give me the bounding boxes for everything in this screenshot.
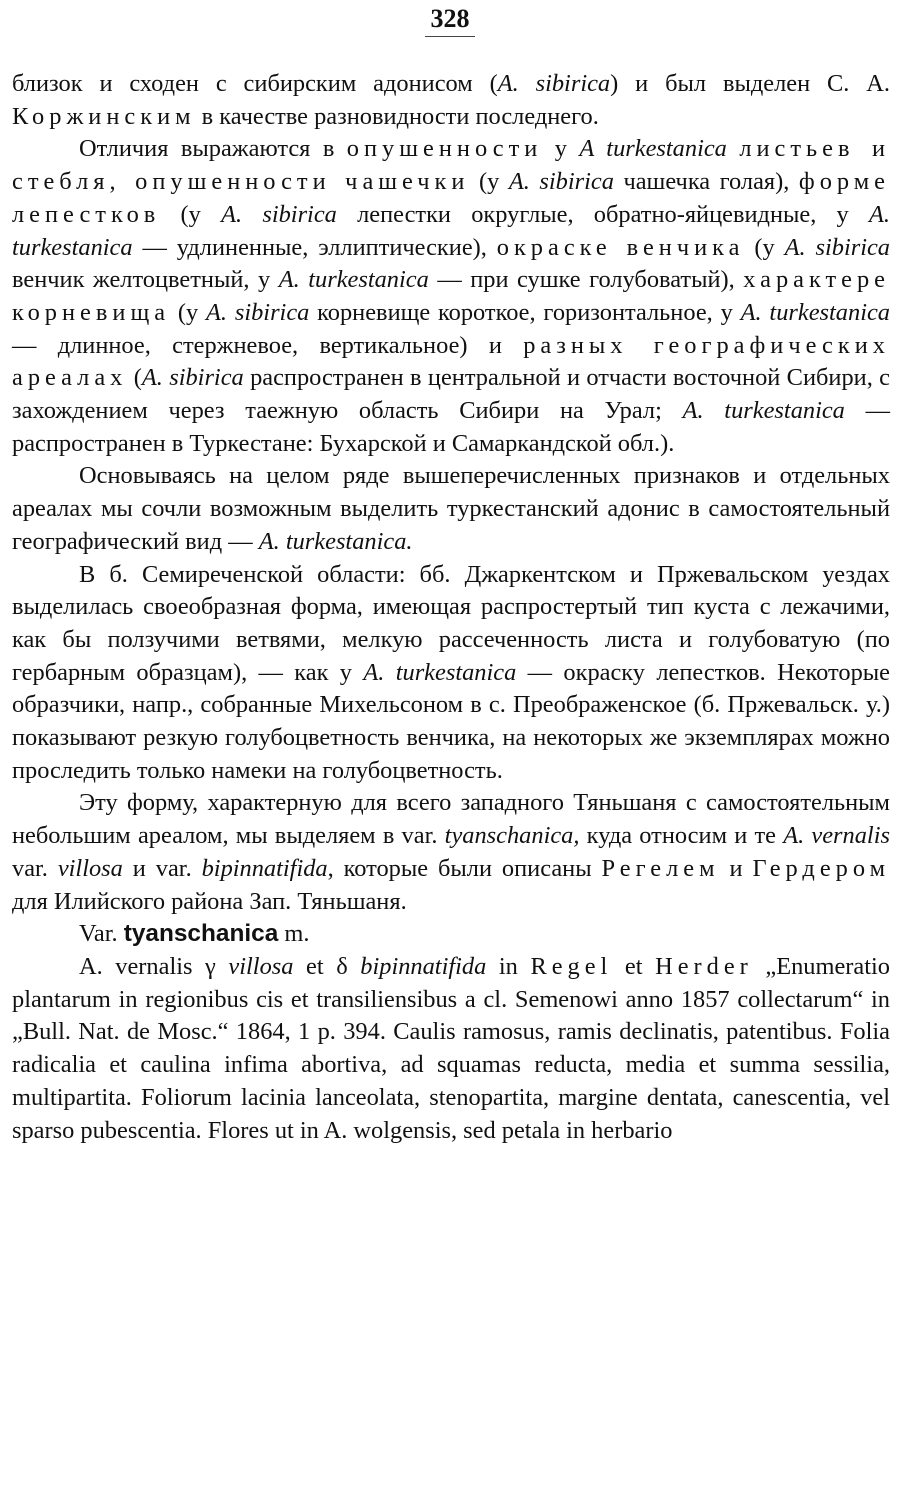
- italic-text: tyanschanica,: [444, 822, 580, 850]
- spaced-text: разных географических ареалах: [12, 331, 890, 392]
- text-run: ) и был выделен С. А.: [610, 70, 890, 97]
- italic-text: A. sibirica: [497, 70, 611, 97]
- text-run: et δ: [293, 952, 361, 980]
- paragraph: [12, 133, 890, 460]
- text-run: — окраску лепестков. Некоторые образчики, напр., собранные Михельсоном в с. Преображенское (б. Пржевальск. у.) показывают резкую голубоцветность венчика, на некоторых же экземплярах можно проследить только намеки на голубоцветность.: [12, 658, 890, 784]
- text-run: куда относим и те: [579, 822, 784, 850]
- spaced-text: окраске венчика: [496, 233, 745, 261]
- text-run: et: [612, 952, 656, 980]
- spaced-text: опушенности: [346, 135, 543, 163]
- italic-text: A. turkestanica: [682, 397, 845, 425]
- italic-text: A. turkestanica: [363, 658, 517, 686]
- text-run: близок и сходен с сибирским адонисом (: [12, 70, 498, 97]
- text-run: — удлиненные, эллиптические),: [132, 233, 497, 261]
- italic-text: A. vernalis: [783, 822, 890, 850]
- italic-text: A. turkestanica: [278, 266, 429, 294]
- text-run: var.: [12, 854, 58, 882]
- text-run: (у: [170, 298, 207, 326]
- text-run: in: [486, 952, 531, 980]
- paragraph: [12, 460, 890, 558]
- paragraph: [12, 787, 890, 918]
- italic-text: A. turkestanica: [740, 298, 890, 326]
- italic-text: A. sibirica: [784, 233, 891, 261]
- text-run: Эту форму, характерную для всего западного Тяньшаня с самостоятельным небольшим ареалом, мы выделяем в var.: [12, 789, 890, 850]
- italic-text: bipinnatifida: [360, 952, 487, 980]
- italic-text: A. turkestanica: [12, 200, 890, 261]
- italic-text: A. sibirica: [206, 298, 310, 326]
- paragraph: [12, 951, 890, 1147]
- text-run: — при сушке голубоватый),: [428, 266, 744, 294]
- text-run: [727, 135, 739, 162]
- italic-text: A. turkestanica.: [258, 527, 413, 555]
- paragraph: [12, 559, 890, 788]
- text-run: для Илийского района Зап. Тяньшаня.: [12, 887, 407, 915]
- paragraph: [12, 68, 890, 133]
- text-run: Основываясь на целом ряде вышеперечисленных признаков и отдельных ареалах мы сочли возможным выделить туркестанский адонис в самостоятельный географический вид —: [12, 462, 890, 555]
- spaced-text: Гердером: [752, 854, 891, 882]
- italic-text: A. sibirica: [221, 200, 337, 228]
- text-run: „Enumeratio plantarum in regionibus cis et transiliensibus a cl. Semenowi anno 1857 collectarum“ in „Bull. Nat. de Mosc.“ 1864, 1 p. 394. Caulis ramosus, ramis declinatis, patentibus. Folia radicalia et caulina infima abortiva, ad squamas reducta, media et summa sessilia, multipartita. Foliorum lacinia lanceolata, stenopartita, margine dentata, canescentia, vel sparso pubescentia. Flores ut in A. wolgensis, sed petala in herbario: [12, 952, 890, 1144]
- italic-text: A. sibirica: [508, 168, 614, 196]
- italic-text: A. sibirica: [141, 364, 244, 392]
- spaced-text: Регелем: [601, 854, 720, 882]
- spaced-text: листьев и стебля, опушенности чашечки: [12, 135, 891, 196]
- text-run: венчик желтоцветный, у: [12, 266, 279, 294]
- page-number: 328: [430, 4, 470, 33]
- spaced-text: форме лепестков: [12, 168, 891, 228]
- species-heading: [12, 918, 890, 951]
- spaced-text: Herder: [655, 952, 753, 980]
- text-run: в качестве разновидности последнего.: [195, 102, 599, 130]
- text-run: (у: [744, 233, 785, 261]
- italic-text: villosa: [228, 952, 294, 980]
- body-text: [12, 68, 890, 1147]
- text-run: m.: [278, 920, 310, 948]
- text-run: A. vernalis γ: [79, 952, 229, 980]
- text-run: корневище короткое, горизонтальное, у: [309, 298, 741, 326]
- text-run: (у: [469, 168, 509, 196]
- bold-text: tyanschanica: [123, 920, 279, 948]
- spaced-text: характере корневища: [12, 266, 891, 326]
- italic-text: A turkestanica: [579, 135, 727, 163]
- text-run: распространен в центральной и отчасти восточной Сибири, с захождением через таежную область Сибири на Урал;: [12, 364, 890, 425]
- text-run: — длинное, стержневое, вертикальное) и: [12, 331, 524, 359]
- text-run: — распространен в Туркестане: Бухарской и Самаркандской обл.).: [12, 397, 890, 457]
- text-run: Var.: [79, 920, 124, 948]
- text-run: Отличия выражаются в: [79, 135, 347, 163]
- text-run: у: [542, 135, 580, 163]
- text-run: (у: [160, 200, 222, 228]
- italic-text: bipinnatifida: [201, 854, 328, 882]
- text-run: В б. Семиреченской области: бб. Джаркентском и Пржевальском уездах выделилась своеобразная форма, имеющая распростертый тип куста с лежачими, как бы ползучими ветвями, мелкую рассеченность листа и голубоватую (по гербарным образцам), — как у: [12, 560, 890, 686]
- text-run: и var.: [122, 854, 202, 882]
- spaced-text: Коржинским: [12, 102, 196, 130]
- spaced-text: Regel: [530, 952, 613, 980]
- text-run: чашечка голая),: [613, 168, 799, 196]
- text-run: , которые были описаны: [327, 854, 602, 882]
- italic-text: villosa: [57, 854, 123, 882]
- text-run: лепестки округлые, обратно-яйцевидные, у: [336, 200, 869, 228]
- page-number-rule: [425, 36, 475, 37]
- text-run: (: [127, 364, 142, 392]
- text-run: и: [719, 854, 753, 882]
